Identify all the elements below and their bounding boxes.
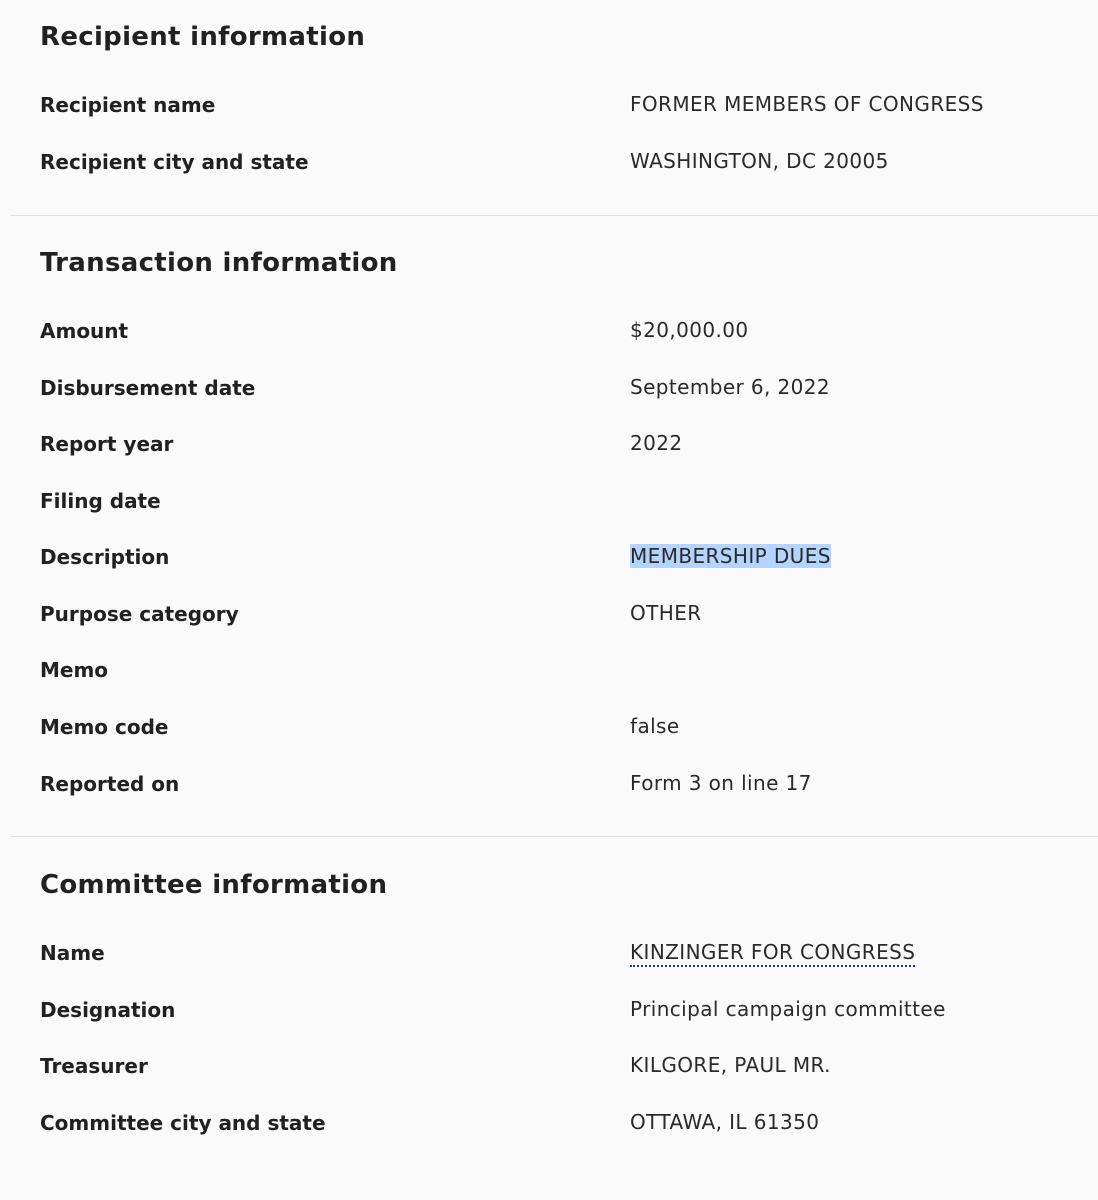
disbursement-date-value: September 6, 2022 — [630, 375, 831, 399]
committee-section-title: Committee information — [40, 870, 388, 900]
reported-on-label: Reported on — [40, 772, 180, 796]
report-year-label: Report year — [40, 432, 174, 456]
committee-name-label: Name — [40, 941, 105, 965]
amount-value: $20,000.00 — [630, 318, 749, 342]
amount-label: Amount — [40, 319, 129, 343]
recipient-city-state-label: Recipient city and state — [40, 150, 309, 174]
recipient-section-title: Recipient information — [40, 22, 366, 52]
section-divider — [10, 215, 1098, 216]
recipient-city-state-value: WASHINGTON, DC 20005 — [630, 149, 889, 173]
section-divider — [10, 836, 1098, 837]
report-year-value: 2022 — [630, 431, 683, 455]
transaction-section-title: Transaction information — [40, 248, 398, 278]
description-label: Description — [40, 545, 170, 569]
treasurer-label: Treasurer — [40, 1054, 148, 1078]
designation-value: Principal campaign committee — [630, 997, 946, 1021]
recipient-name-value: FORMER MEMBERS OF CONGRESS — [630, 92, 984, 116]
disbursement-date-label: Disbursement date — [40, 376, 256, 400]
memo-code-value: false — [630, 714, 680, 738]
memo-code-label: Memo code — [40, 715, 169, 739]
committee-city-state-label: Committee city and state — [40, 1111, 326, 1135]
filing-date-label: Filing date — [40, 489, 161, 513]
purpose-category-value: OTHER — [630, 601, 702, 625]
treasurer-value: KILGORE, PAUL MR. — [630, 1053, 831, 1077]
reported-on-value: Form 3 on line 17 — [630, 771, 812, 795]
description-value: MEMBERSHIP DUES — [630, 544, 831, 568]
recipient-name-label: Recipient name — [40, 93, 216, 117]
purpose-category-label: Purpose category — [40, 602, 239, 626]
committee-city-state-value: OTTAWA, IL 61350 — [630, 1110, 820, 1134]
memo-label: Memo — [40, 658, 109, 682]
committee-name-link[interactable]: KINZINGER FOR CONGRESS — [630, 940, 915, 967]
designation-label: Designation — [40, 998, 176, 1022]
